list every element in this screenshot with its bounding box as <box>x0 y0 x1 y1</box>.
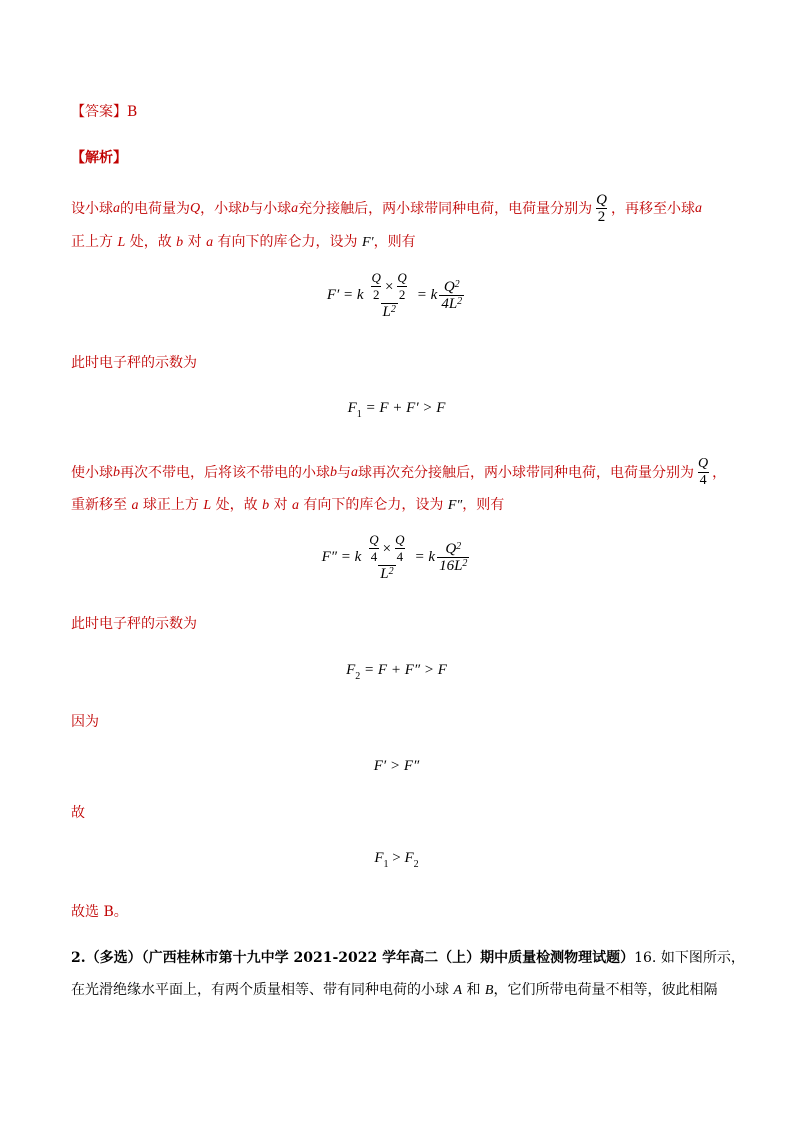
fraction-denominator: L <box>382 304 391 320</box>
eq-mid: = k <box>414 548 436 565</box>
var-a: a <box>694 200 702 216</box>
analysis-paragraph-6: 此时电子秤的示数为 <box>71 616 197 632</box>
text: 有向下的库仑力，设为 <box>213 234 362 250</box>
text: 处，故 <box>211 497 263 513</box>
text: ，它们所带电荷量不相等，彼此相隔 <box>493 982 718 998</box>
subscript: 2 <box>413 859 419 870</box>
analysis-paragraph-8: 故 <box>71 805 85 821</box>
eq-lhs: F′ = k <box>326 286 364 303</box>
text: 有向下的库仑力，设为 <box>298 497 448 513</box>
fraction-denominator: L <box>380 566 389 582</box>
var-b: b <box>330 464 337 480</box>
equation-coulomb-1 <box>0 270 793 320</box>
fraction-q-over-2 <box>594 192 609 225</box>
analysis-paragraph-7: 因为 <box>71 714 99 730</box>
text: 充分接触后，两小球带同种电荷，电荷量分别为 <box>298 200 593 217</box>
text: 正上方 <box>71 234 118 250</box>
compound-fraction: $\frac{Q}{2}$ × $\frac{Q}{2}$ $L^2$ <box>371 270 407 320</box>
fraction-denominator: 4L <box>441 295 458 312</box>
eq-rest: = F + F″ > F <box>360 662 447 678</box>
var-F-prime: F′ <box>361 235 374 250</box>
text: 处，故 <box>125 234 177 250</box>
var-a: a <box>291 498 299 513</box>
var-b: b <box>262 498 270 513</box>
var-F: F <box>346 662 356 678</box>
var-a: a <box>206 235 214 250</box>
fraction-numerator: Q <box>371 270 381 285</box>
fraction-denominator: 4 <box>396 549 404 564</box>
fraction-numerator: Q <box>596 192 607 208</box>
fraction-numerator: Q <box>445 540 457 557</box>
fraction-denominator: 4 <box>370 549 378 564</box>
text: 设小球 <box>71 200 113 217</box>
fraction-numerator: Q <box>443 278 455 295</box>
analysis-paragraph-5 <box>71 495 504 516</box>
text: ，则有 <box>373 234 416 250</box>
fraction-denominator: 4 <box>699 473 707 488</box>
question-2-line-2 <box>71 980 717 1001</box>
var-F: F <box>374 850 384 866</box>
fraction-result: $\frac{Q^2}{16L^2}$ <box>439 540 468 574</box>
subscript: 2 <box>355 671 361 682</box>
question-2-line-1 <box>71 948 745 968</box>
subscript: 1 <box>383 859 389 870</box>
var-Q: Q <box>190 200 201 216</box>
var-L: L <box>203 498 212 513</box>
text: 对 <box>269 497 292 513</box>
equation-force-compare: F′ > F″ <box>373 758 420 774</box>
analysis-paragraph-2 <box>71 232 416 253</box>
analysis-label: 【解析】 <box>71 150 127 166</box>
text: 球再次充分接触后，两小球带同种电荷，电荷量分别为 <box>358 464 694 481</box>
question-2-number: 16. 如下图所示， <box>634 950 745 966</box>
var-F-double-prime: F″ <box>447 498 463 513</box>
analysis-paragraph-1 <box>71 192 702 225</box>
fraction-denominator: 16L <box>439 557 463 574</box>
fraction-numerator: Q <box>698 456 709 471</box>
analysis-paragraph-3: 此时电子秤的示数为 <box>71 355 197 371</box>
text: 使小球 <box>71 464 113 481</box>
fraction-result: $\frac{Q^2}{4L^2}$ <box>441 278 463 312</box>
text: 球正上方 <box>138 497 204 513</box>
text: 再次不带电，后将该不带电的小球 <box>120 464 330 481</box>
text: ，则有 <box>462 497 505 513</box>
fraction-numerator: Q <box>369 532 379 547</box>
fraction-numerator: Q <box>395 532 405 547</box>
text: 的电荷量为 <box>120 200 190 217</box>
text: ，小球 <box>200 200 243 217</box>
var-a: a <box>291 200 299 216</box>
equation-scale-reading-1 <box>0 400 793 420</box>
fraction-q-over-4 <box>696 456 710 489</box>
text: 和 <box>462 982 485 998</box>
text: ，再移至小球 <box>610 200 695 217</box>
var-F: F <box>347 400 357 416</box>
var-b: b <box>242 200 250 216</box>
var-a: a <box>351 464 358 480</box>
var-a: a <box>131 498 139 513</box>
eq-lhs: F″ = k <box>321 548 362 565</box>
analysis-conclusion: 故选 B。 <box>71 904 128 920</box>
answer-value: B <box>127 104 138 120</box>
text: 在光滑绝缘水平面上，有两个质量相等、带有同种电荷的小球 <box>71 982 454 998</box>
text: 与小球 <box>249 200 292 217</box>
eq-rest: = F + F′ > F <box>361 400 446 416</box>
fraction-denominator: 2 <box>372 287 380 302</box>
fraction-denominator: 2 <box>398 287 406 302</box>
eq-mid: = k <box>416 286 438 303</box>
var-a: a <box>113 200 120 216</box>
var-F: F <box>404 850 414 866</box>
text: 与 <box>337 464 351 481</box>
equation-coulomb-2 <box>0 532 793 582</box>
answer-line <box>71 102 137 122</box>
var-b: b <box>113 464 120 480</box>
times-sign: × <box>382 540 392 557</box>
var-B: B <box>484 983 494 998</box>
fraction-denominator: 2 <box>597 209 606 225</box>
text: 重新移至 <box>71 497 132 513</box>
compound-fraction: $\frac{Q}{4}$ × $\frac{Q}{4}$ $L^2$ <box>369 532 405 582</box>
fraction-numerator: Q <box>397 270 407 285</box>
question-2-header: 2.（多选）（广西桂林市第十九中学 2021-2022 学年高二（上）期中质量检测物理试题） <box>71 950 635 966</box>
var-A: A <box>453 983 463 998</box>
text: ， <box>712 464 727 481</box>
equation-scale-reading-2 <box>0 662 793 682</box>
analysis-paragraph-4 <box>71 456 726 489</box>
var-b: b <box>176 235 184 250</box>
equation-reading-compare <box>0 850 793 870</box>
times-sign: × <box>384 278 394 295</box>
text: 对 <box>183 234 207 250</box>
gt-sign: > <box>388 850 405 866</box>
answer-label: 【答案】 <box>71 104 127 120</box>
subscript: 1 <box>356 409 362 420</box>
var-L: L <box>117 235 126 250</box>
